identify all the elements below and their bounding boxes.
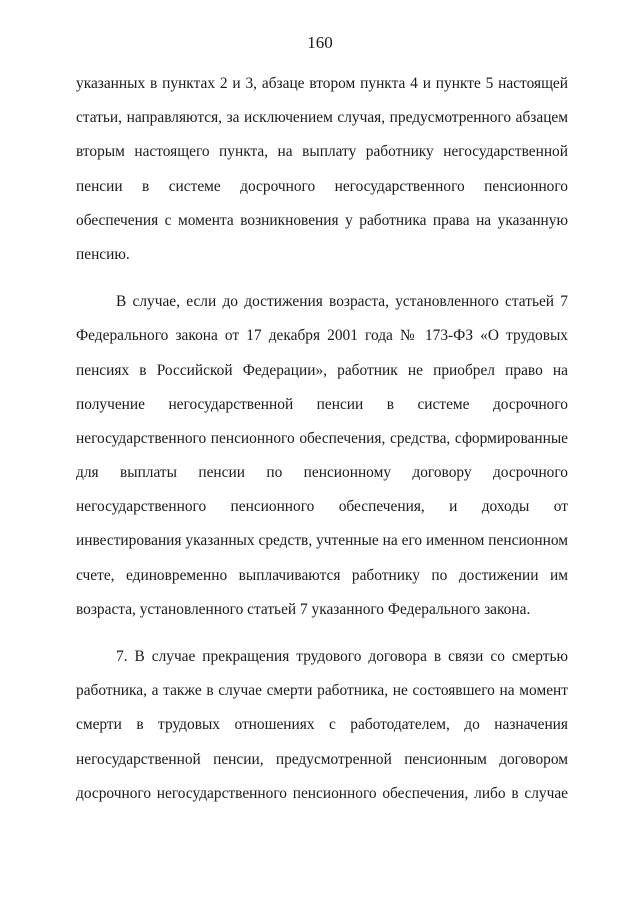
text-line: вторым настоящего пункта, на выплату работнику негосударственной — [76, 143, 568, 161]
paragraph-continuation — [76, 67, 568, 272]
text-line: для выплаты пенсии по пенсионному договору досрочного — [76, 464, 568, 482]
text-line: счете, единовременно выплачиваются работнику по достижении им — [76, 566, 568, 584]
text-line: возраста, установленного статьей 7 указанного Федерального закона. — [76, 600, 531, 618]
text-line: досрочного негосударственного пенсионного обеспечения, либо в случае — [76, 784, 568, 802]
text-line: пенсиях в Российской Федерации», работник не приобрел право на — [76, 361, 568, 379]
page-number: 160 — [307, 33, 333, 52]
text-line: негосударственного пенсионного обеспечения, средства, сформированные — [76, 429, 568, 447]
paragraph-age-condition — [76, 285, 568, 627]
text-line: инвестирования указанных средств, учтенные на его именном пенсионном — [76, 532, 568, 550]
text-line: негосударственного пенсионного обеспечения, и доходы от — [76, 498, 568, 516]
text-line: смерти в трудовых отношениях с работодателем, до назначения — [76, 716, 568, 734]
text-line: Федерального закона от 17 декабря 2001 года № 173-ФЗ «О трудовых — [76, 327, 568, 345]
text-line: работника, а также в случае смерти работника, не состоявшего на момент — [76, 682, 568, 700]
paragraph-clause-7 — [76, 640, 568, 811]
text-line: получение негосударственной пенсии в системе досрочного — [76, 395, 568, 413]
text-line: негосударственной пенсии, предусмотренной пенсионным договором — [76, 750, 568, 768]
text-line: 7. В случае прекращения трудового договора в связи со смертью — [116, 648, 568, 665]
text-line: статьи, направляются, за исключением случая, предусмотренного абзацем — [76, 109, 568, 127]
text-line: пенсии в системе досрочного негосударственного пенсионного — [76, 177, 568, 195]
document-body — [76, 67, 568, 811]
text-line: В случае, если до достижения возраста, установленного статьей 7 — [116, 293, 568, 311]
text-line: указанных в пунктах 2 и 3, абзаце втором пункта 4 и пункте 5 настоящей — [76, 75, 568, 92]
text-line: пенсию. — [76, 245, 130, 263]
text-line: обеспечения с момента возникновения у работника права на указанную — [76, 211, 568, 229]
